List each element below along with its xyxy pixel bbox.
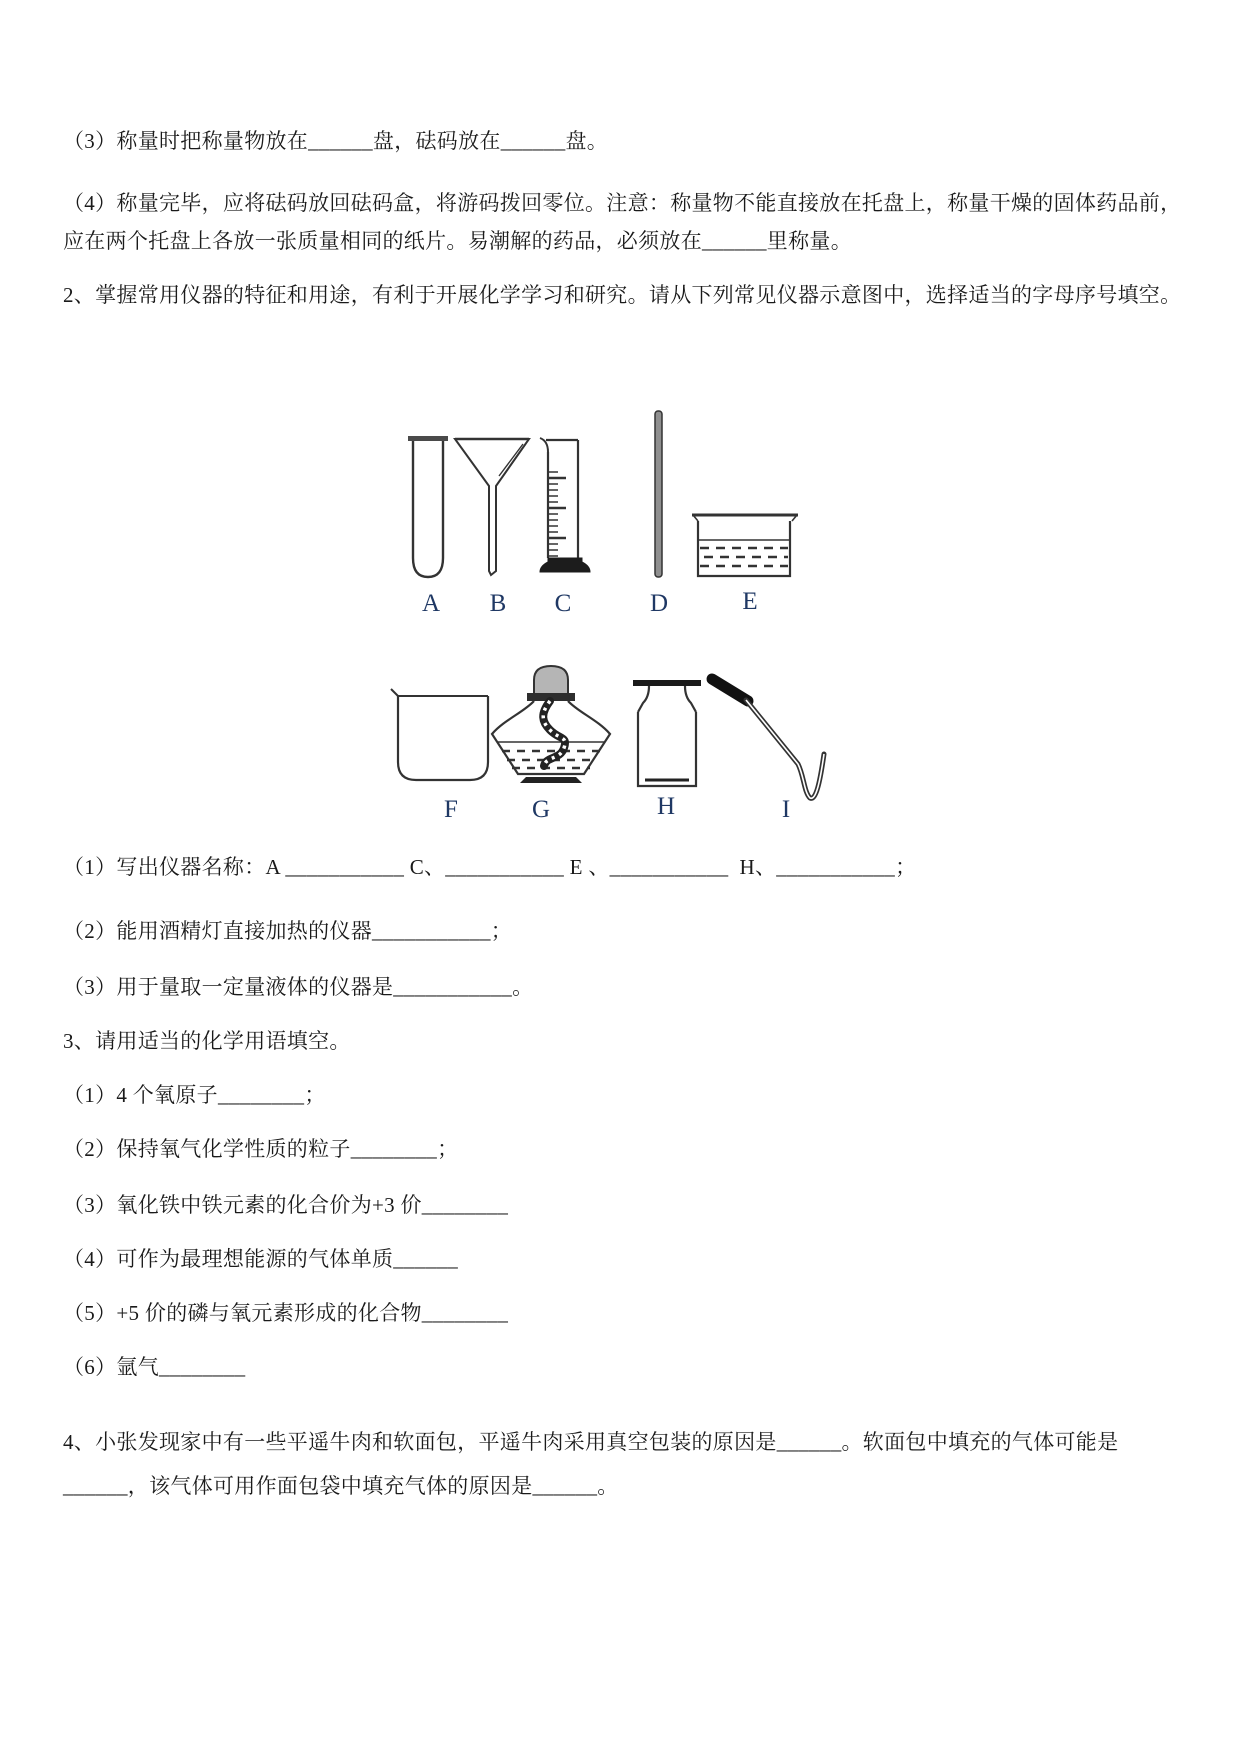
instrument-label-I: I [781, 796, 791, 823]
q3-intro-text: 3、请用适当的化学用语填空。 [63, 1029, 351, 1053]
q3-item5-text: （5）+5 价的磷与氧元素形成的化合物________ [63, 1301, 509, 1325]
q1-item4-text: （4）称量完毕，应将砝码放回砝码盒，将游码拨回零位。注意：称量物不能直接放在托盘上，称量干燥的固体药品前，应在两个托盘上各放一张质量相同的纸片。易潮解的药品，必须放在______里称量。 [63, 191, 1182, 253]
wide-mouth-bottle-icon [629, 675, 705, 795]
q2-item1-text: （1）写出仪器名称：A ___________ C、___________ E 、___________ H、___________； [63, 855, 917, 879]
instrument-label-E: E [742, 588, 758, 615]
glass-rod-icon [650, 408, 666, 580]
beaker-icon [390, 686, 496, 786]
instrument-label-F: F [444, 796, 458, 823]
funnel-icon [453, 436, 533, 580]
q4-text: 4、小张发现家中有一些平遥牛肉和软面包，平遥牛肉采用真空包装的原因是______。软面包中填充的气体可能是______，该气体可用作面包袋中填充气体的原因是______。 [63, 1430, 1119, 1498]
instrument-label-C: C [554, 590, 572, 617]
test-tube-icon [406, 430, 450, 582]
q3-item2-text: （2）保持氧气化学性质的粒子________； [63, 1137, 459, 1161]
instrument-label-G: G [531, 796, 551, 823]
graduated-cylinder-icon [538, 434, 594, 580]
instrument-label-D: D [649, 590, 669, 617]
q1-item3-text: （3）称量时把称量物放在______盘，砝码放在______盘。 [63, 129, 609, 153]
combustion-spoon-icon [704, 670, 838, 812]
water-trough-icon [690, 506, 800, 580]
q3-item1-text: （1）4 个氧原子________； [63, 1083, 326, 1107]
q2-item2-text: （2）能用酒精灯直接加热的仪器___________； [63, 919, 513, 943]
instrument-label-B: B [489, 590, 507, 617]
q2-item3-text: （3）用于量取一定量液体的仪器是___________。 [63, 975, 534, 999]
alcohol-lamp-icon [488, 662, 614, 788]
q2-intro-text: 2、掌握常用仪器的特征和用途，有利于开展化学学习和研究。请从下列常见仪器示意图中，选择适当的字母序号填空。 [63, 283, 1182, 307]
q3-item3-text: （3）氧化铁中铁元素的化合价为+3 价________ [63, 1193, 509, 1217]
q3-item6-text: （6）氩气________ [63, 1355, 246, 1379]
instrument-label-A: A [421, 590, 441, 617]
q3-item4-text: （4）可作为最理想能源的气体单质______ [63, 1247, 459, 1271]
instrument-label-H: H [656, 793, 676, 820]
